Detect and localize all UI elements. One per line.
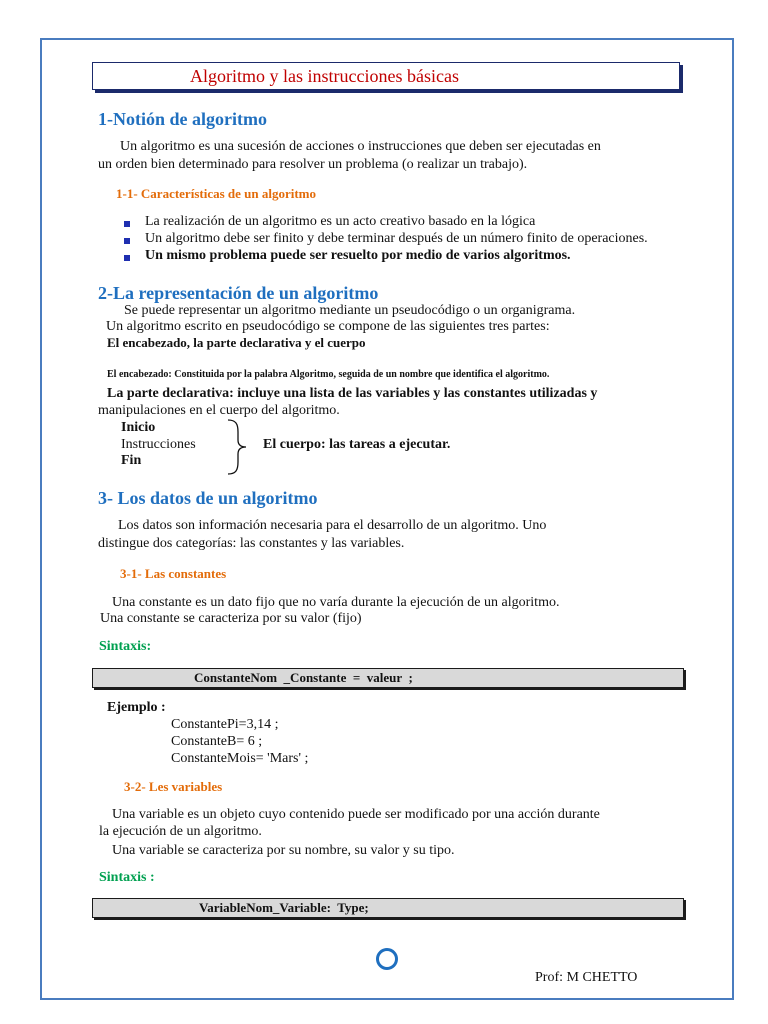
block-instrucciones: Instrucciones	[121, 437, 196, 452]
bullet-icon	[124, 255, 130, 261]
syntax-constante: ConstanteNom _Constante = valeur ;	[194, 670, 413, 685]
constantes-line1: Una constante es un dato fijo que no varía durante la ejecución de un algoritmo.	[112, 595, 560, 610]
section3-para-line1: Los datos son información necesaria para el desarrollo de un algoritmo. Uno	[118, 518, 547, 533]
variables-subheading: 3-2- Les variables	[124, 779, 223, 794]
bullet-icon	[124, 238, 130, 244]
section2-encabezado-note: El encabezado: Constituida por la palabra Algoritmo, seguida de un nombre que identifica el algoritmo.	[107, 369, 550, 380]
bullet-item-3: Un mismo problema puede ser resuelto por medio de varios algoritmos.	[145, 248, 571, 263]
circle-icon	[376, 948, 398, 970]
variables-line2: la ejecución de un algoritmo.	[99, 824, 262, 839]
section2-decl-line1: La parte declarativa: incluye una lista de las variables y las constantes utilizadas y	[107, 386, 598, 401]
section1-para-line2: un orden bien determinado para resolver un problema (o realizar un trabajo).	[98, 157, 528, 172]
section2-line2: Un algoritmo escrito en pseudocódigo se compone de las siguientes tres partes:	[106, 319, 550, 334]
sintaxis-label-2: Sintaxis :	[99, 870, 155, 885]
syntax-box-variable	[92, 898, 684, 918]
section2-parts: El encabezado, la parte declarativa y el cuerpo	[107, 335, 366, 350]
constantes-subheading: 3-1- Las constantes	[120, 566, 227, 581]
section3-para-line2: distingue dos categorías: las constantes y las variables.	[98, 536, 405, 551]
bullet-item-1: La realización de un algoritmo es un acto creativo basado en la lógica	[145, 214, 536, 229]
example-line-2: ConstanteB= 6 ;	[171, 734, 263, 749]
curly-brace-icon	[226, 418, 250, 476]
ejemplo-label: Ejemplo :	[107, 700, 166, 715]
syntax-variable: VariableNom_Variable: Type;	[199, 900, 369, 915]
bullet-icon	[124, 221, 130, 227]
block-fin: Fin	[121, 453, 142, 468]
footer-author: Prof: M CHETTO	[535, 970, 638, 985]
bullet-item-2: Un algoritmo debe ser finito y debe terminar después de un número finito de operaciones.	[145, 231, 648, 246]
section1-para-line1: Un algoritmo es una sucesión de acciones o instrucciones que deben ser ejecutadas en	[120, 139, 601, 154]
section3-heading: 3- Los datos de un algoritmo	[98, 488, 318, 508]
constantes-line2: Una constante se caracteriza por su valor (fijo)	[100, 611, 362, 626]
document-title: Algoritmo y las instrucciones básicas	[190, 66, 459, 86]
example-line-1: ConstantePi=3,14 ;	[171, 717, 279, 732]
variables-line3: Una variable se caracteriza por su nombre, su valor y su tipo.	[112, 843, 455, 858]
section2-line1: Se puede representar un algoritmo mediante un pseudocódigo o un organigrama.	[124, 303, 576, 318]
section2-heading: 2-La representación de un algoritmo	[98, 283, 379, 303]
variables-line1: Una variable es un objeto cuyo contenido puede ser modificado por una acción durante	[112, 807, 600, 822]
cuerpo-label: El cuerpo: las tareas a ejecutar.	[263, 437, 451, 452]
section1-subheading: 1-1- Características de un algoritmo	[116, 186, 317, 201]
block-inicio: Inicio	[121, 420, 156, 435]
section2-decl-line2: manipulaciones en el cuerpo del algoritmo.	[98, 403, 340, 418]
example-line-3: ConstanteMois= 'Mars' ;	[171, 751, 309, 766]
sintaxis-label-1: Sintaxis:	[99, 639, 152, 654]
section1-heading: 1-Notión de algoritmo	[98, 109, 267, 129]
